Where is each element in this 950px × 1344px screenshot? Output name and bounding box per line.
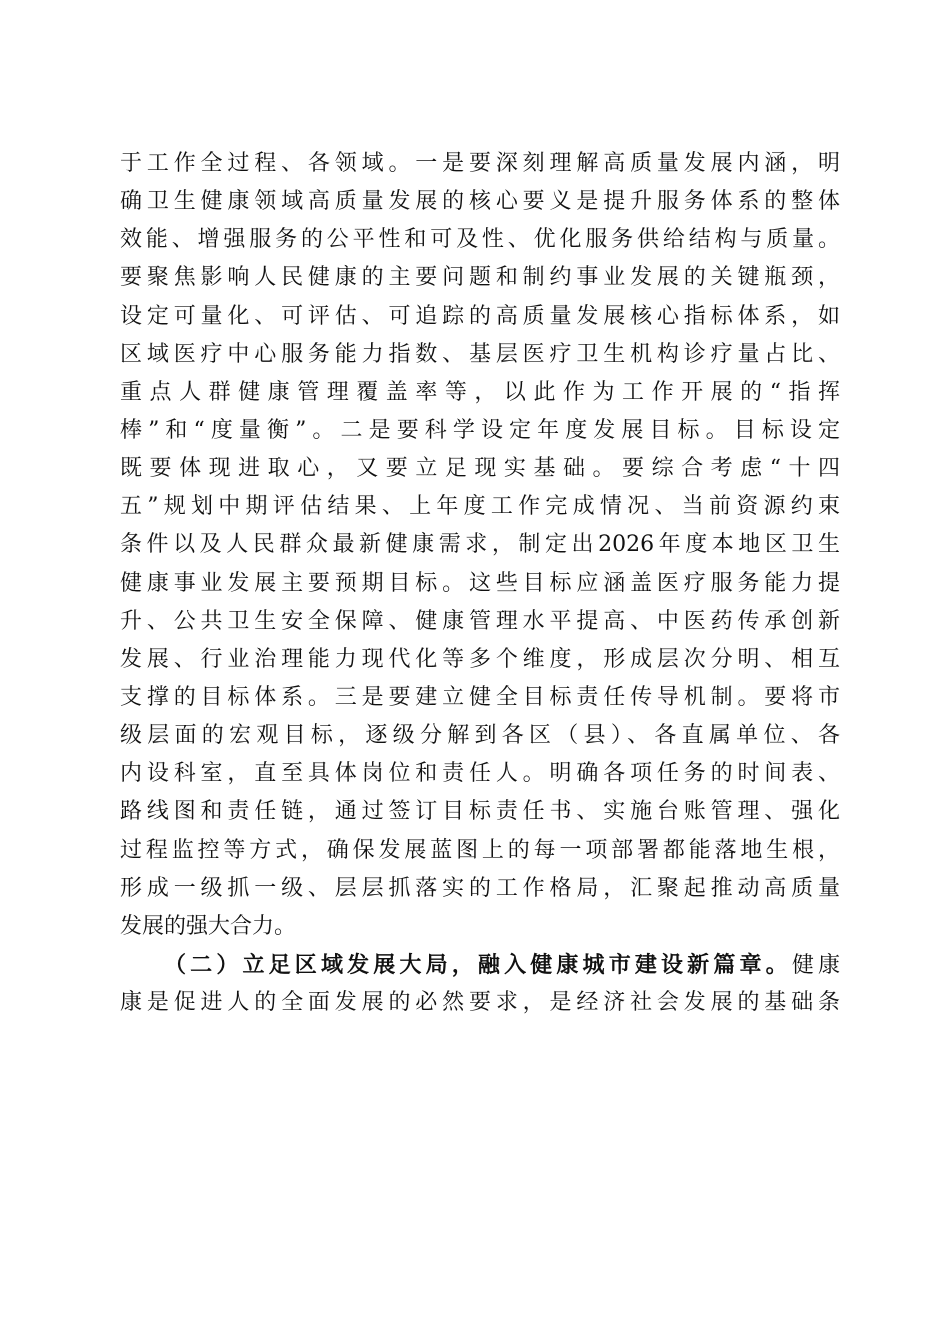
text-line: 既要体现进取心，又要立足现实基础。要综合考虑“十四 <box>120 456 840 482</box>
text-line: 路线图和责任链，通过签订目标责任书、实施台账管理、强化 <box>120 799 840 825</box>
text-line: 效能、增强服务的公平性和可及性、优化服务供给结构与质量。 <box>120 227 840 253</box>
text-line: 升、公共卫生安全保障、健康管理水平提高、中医药传承创新 <box>120 608 840 634</box>
text-line: 确卫生健康领域高质量发展的核心要义是提升服务体系的整体 <box>120 189 840 215</box>
text-line: 支撑的目标体系。三是要建立健全目标责任传导机制。要将市 <box>120 684 840 710</box>
text-line: 棒”和“度量衡”。二是要科学设定年度发展目标。目标设定 <box>120 417 840 443</box>
text-line: 于工作全过程、各领域。一是要深刻理解高质量发展内涵，明 <box>120 151 840 176</box>
text-line: 条件以及人民群众最新健康需求，制定出2026年度本地区卫生 <box>120 532 840 558</box>
text-line: 健康事业发展主要预期目标。这些目标应涵盖医疗服务能力提 <box>120 570 840 596</box>
section-text: 健康 <box>791 952 840 978</box>
text-line: 区域医疗中心服务能力指数、基层医疗卫生机构诊疗量占比、 <box>120 341 840 367</box>
section-heading: （二）立足区域发展大局，融入健康城市建设新篇章。 <box>164 951 792 978</box>
text-line: 康是促进人的全面发展的必然要求，是经济社会发展的基础条 <box>120 990 840 1016</box>
text-line: 重点人群健康管理覆盖率等，以此作为工作开展的“指挥 <box>120 379 840 405</box>
text-line: 设定可量化、可评估、可追踪的高质量发展核心指标体系，如 <box>120 303 840 329</box>
section-heading-line <box>120 946 840 984</box>
text-line: 发展的强大合力。 <box>120 913 297 939</box>
text-line: 级层面的宏观目标，逐级分解到各区（县）、各直属单位、各 <box>120 723 840 749</box>
text-line: 五”规划中期评估结果、上年度工作完成情况、当前资源约束 <box>120 494 840 520</box>
text-line: 发展、行业治理能力现代化等多个维度，形成层次分明、相互 <box>120 646 840 672</box>
text-line: 要聚焦影响人民健康的主要问题和制约事业发展的关键瓶颈， <box>120 265 840 291</box>
body-text <box>120 145 840 1022</box>
text-line: 形成一级抓一级、层层抓落实的工作格局，汇聚起推动高质量 <box>120 875 840 901</box>
text-line: 内设科室，直至具体岗位和责任人。明确各项任务的时间表、 <box>120 761 840 787</box>
text-line: 过程监控等方式，确保发展蓝图上的每一项部署都能落地生根， <box>120 837 840 863</box>
